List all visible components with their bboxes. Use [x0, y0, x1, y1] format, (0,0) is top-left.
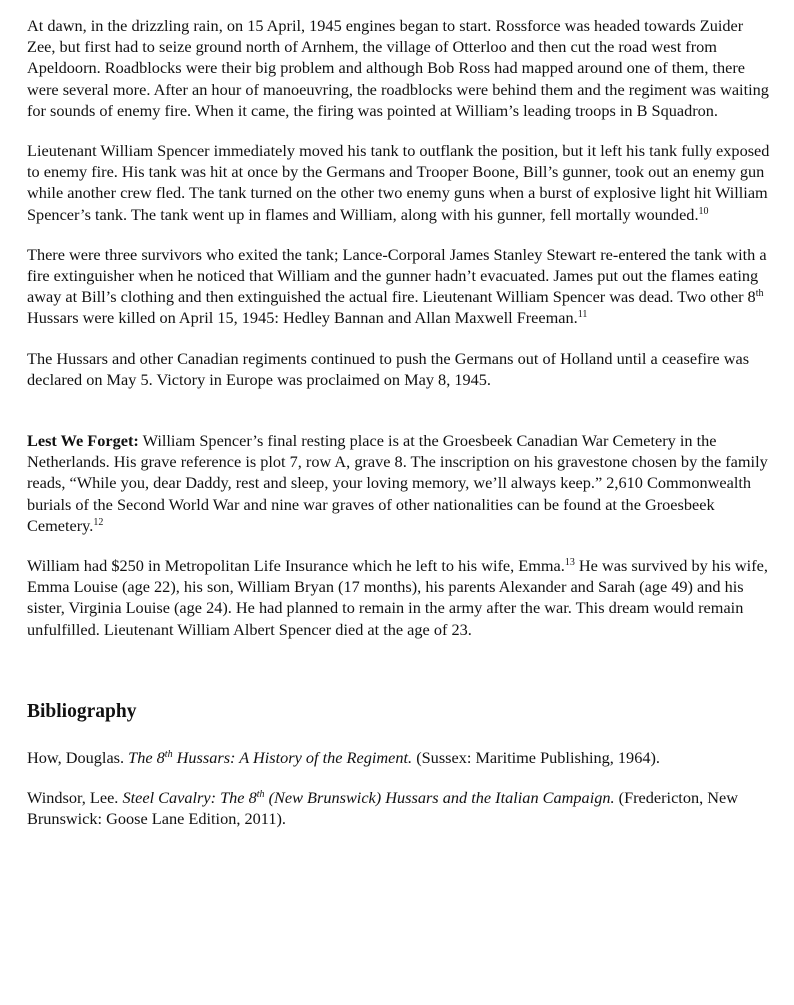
paragraph-insurance	[27, 555, 772, 640]
footnote-ref[interactable]: 12	[93, 516, 104, 528]
footnote-ref[interactable]: 11	[577, 309, 588, 321]
ordinal-suffix: th	[755, 288, 764, 300]
lest-we-forget-label: Lest We Forget:	[27, 431, 139, 451]
footnote-ref[interactable]: 13	[564, 557, 575, 569]
paragraph-lest-we-forget	[27, 430, 772, 536]
title-text: The 8	[128, 747, 165, 767]
paragraph-text: The Hussars and other Canadian regiments continued to push the Germans out of Holland until a ceasefire was declared on May 5. Victory in Europe was proclaimed on May 8, 1945.	[27, 348, 750, 389]
ordinal-suffix: th	[164, 748, 173, 760]
paragraph-text: There were three survivors who exited the tank; Lance-Corporal James Stanley Stewart re-entered the tank with a fire extinguisher when he noticed that William and the gunner hadn’t evacuated. James put out the flames eating away at Bill’s clothing and then extinguished the actual fire. Lieutenant William Spencer was dead. Two other 8	[27, 244, 767, 307]
footnote-ref[interactable]: 10	[698, 205, 709, 217]
bibliography-entry	[27, 747, 772, 768]
bibliography-details: (Sussex: Maritime Publishing, 1964).	[412, 747, 660, 767]
bibliography-title	[122, 788, 614, 807]
paragraph-dawn-advance	[27, 15, 772, 121]
bibliography-title	[128, 748, 412, 767]
paragraph-text: He was survived by his wife, Emma Louise (age 22), his son, William Bryan (17 months), his parents Alexander and Sarah (age 49) and his sister, Virginia Louise (age 24). He had planned to remain in the army after the war. This dream would remain unfulfilled. Lieutenant William Albert Spencer died at the age of 23.	[27, 556, 768, 639]
bibliography-author: Windsor, Lee.	[27, 788, 123, 808]
bibliography-author: How, Douglas.	[27, 747, 129, 767]
bibliography-heading: Bibliography	[27, 700, 137, 722]
paragraph-text: Hussars were killed on April 15, 1945: Hedley Bannan and Allan Maxwell Freeman.	[27, 308, 578, 328]
paragraph-tank-hit	[27, 140, 772, 225]
paragraph-text: William had $250 in Metropolitan Life Insurance which he left to his wife, Emma.	[27, 556, 565, 576]
bibliography-details: (Fredericton, New Brunswick: Goose Lane Edition, 2011).	[27, 788, 738, 829]
paragraph-ceasefire	[27, 348, 772, 390]
title-text: (New Brunswick) Hussars and the Italian Campaign.	[264, 788, 615, 808]
paragraph-text: Lieutenant William Spencer immediately moved his tank to outflank the position, but it left his tank fully exposed to enemy fire. His tank was hit at once by the Germans and Trooper Boone, Bill’s gunner, took out an enemy gun while another crew fled. The tank turned on the other two enemy guns when a burst of explosive light hit William Spencer’s tank. The tank went up in flames and William, along with his gunner, fell mortally wounded.	[27, 141, 770, 224]
paragraph-text: At dawn, in the drizzling rain, on 15 April, 1945 engines began to start. Rossforce was headed towards Zuider Zee, but first had to seize ground north of Arnhem, the village of Otterloo and then cut the road west from Apeldoorn. Roadblocks were their big problem and although Bob Ross had mapped around one of them, there were several more. After an hour of manoeuvring, the roadblocks were behind them and the regiment was waiting for sounds of enemy fire. When it came, the firing was pointed at William’s leading troops in B Squadron.	[27, 16, 769, 120]
paragraph-text: William Spencer’s final resting place is at the Groesbeek Canadian War Cemetery in the Netherlands. His grave reference is plot 7, row A, grave 8. The inscription on his gravestone chosen by the family reads, “While you, dear Daddy, rest and sleep, your loving memory, we’ll always keep.” 2,610 Commonwealth burials of the Second World War and nine war graves of other nationalities can be found at the Groesbeek Cemetery.	[27, 431, 768, 535]
document-page	[27, 15, 772, 829]
paragraph-survivors	[27, 244, 772, 329]
bibliography-entry	[27, 787, 772, 829]
title-text: Hussars: A History of the Regiment.	[172, 747, 413, 767]
ordinal-suffix: th	[256, 789, 265, 801]
title-text: Steel Cavalry: The 8	[122, 788, 257, 808]
